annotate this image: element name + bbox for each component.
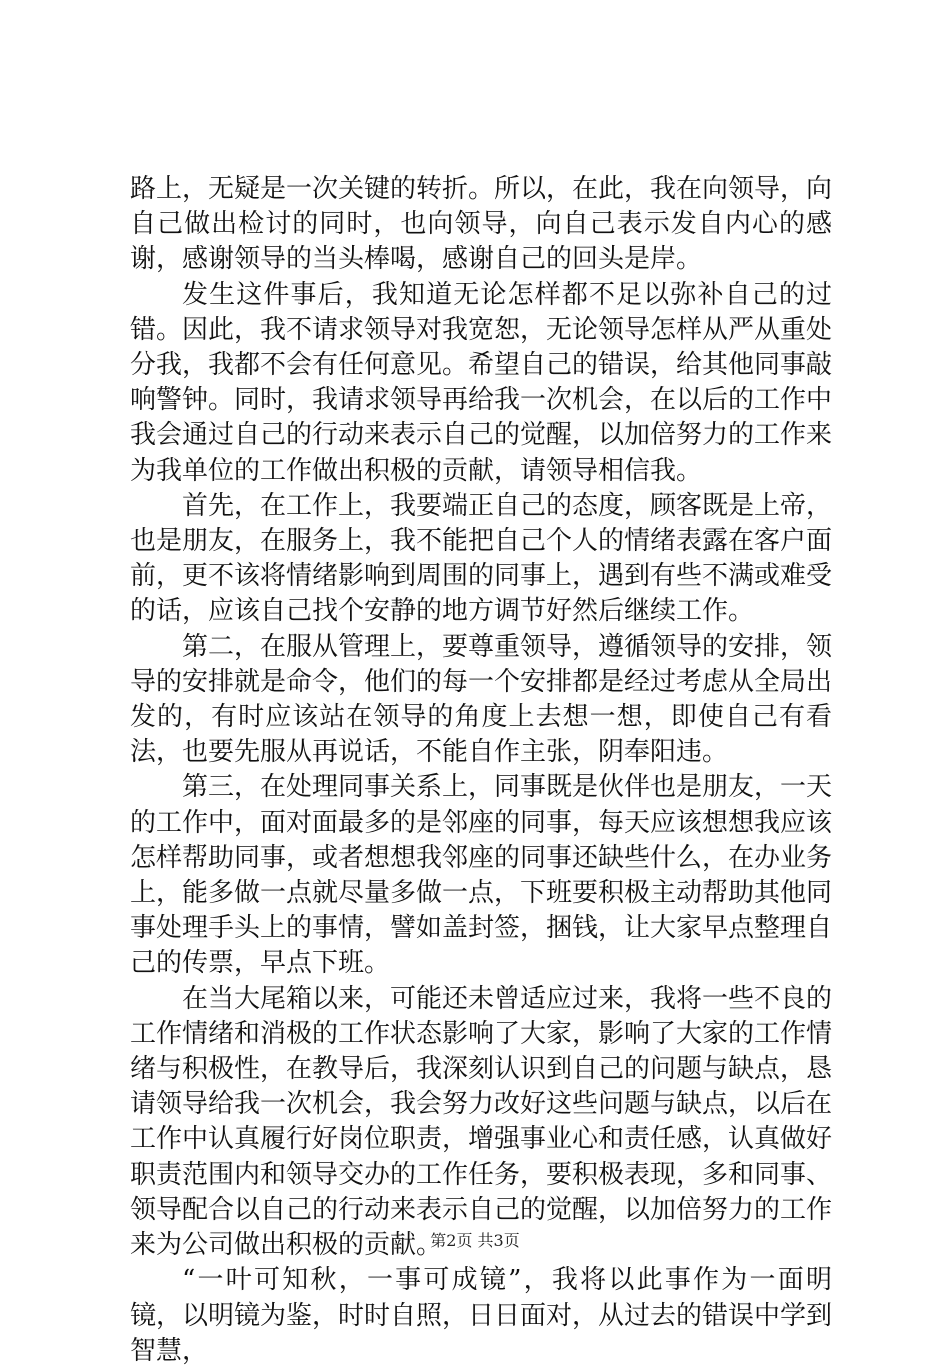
page-number-footer: 第2页 共3页	[430, 1231, 520, 1250]
paragraph-4: 第二，在服从管理上，要尊重领导，遵循领导的安排，领导的安排就是命令，他们的每一个安排都是经过考虑从全局出发的，有时应该站在领导的角度上去想一想，即使自己有看法，也要先服从再说话，不能自作主张，阴奉阳违。	[130, 631, 833, 768]
paragraph-1: 路上，无疑是一次关键的转折。所以，在此，我在向领导，向自己做出检讨的同时，也向领导，向自己表示发自内心的感谢，感谢领导的当头棒喝，感谢自己的回头是岸。	[130, 174, 833, 275]
paragraph-7: “一叶可知秋，一事可成镜”，我将以此事作为一面明镜，以明镜为鉴，时时自照，日日面对，从过去的错误中学到智慧，	[130, 1265, 833, 1366]
paragraph-5: 第三，在处理同事关系上，同事既是伙伴也是朋友，一天的工作中，面对面最多的是邻座的同事，每天应该想想我应该怎样帮助同事，或者想想我邻座的同事还缺些什么，在办业务上，能多做一点就尽量多做一点，下班要积极主动帮助其他同事处理手头上的事情，譬如盖封签，捆钱，让大家早点整理自己的传票，早点下班。	[130, 772, 833, 979]
paragraph-3: 首先，在工作上，我要端正自己的态度，顾客既是上帝，也是朋友，在服务上，我不能把自己个人的情绪表露在客户面前，更不该将情绪影响到周围的同事上，遇到有些不满或难受的话，应该自己找个安静的地方调节好然后继续工作。	[130, 490, 833, 627]
document-body	[130, 172, 832, 1369]
paragraph-6: 在当大尾箱以来，可能还未曾适应过来，我将一些不良的工作情绪和消极的工作状态影响了大家，影响了大家的工作情绪与积极性，在教导后，我深刻认识到自己的问题与缺点，恳请领导给我一次机会，我会努力改好这些问题与缺点，以后在工作中认真履行好岗位职责，增强事业心和责任感，认真做好职责范围内和领导交办的工作任务，要积极表现，多和同事、领导配合以自己的行动来表示自己的觉醒，以加倍努力的工作来为公司做出积极的贡献。	[130, 983, 833, 1261]
paragraph-2: 发生这件事后，我知道无论怎样都不足以弥补自己的过错。因此，我不请求领导对我宽恕，无论领导怎样从严从重处分我，我都不会有任何意见。希望自己的错误，给其他同事敲响警钟。同时，我请求领导再给我一次机会，在以后的工作中我会通过自己的行动来表示自己的觉醒，以加倍努力的工作来为我单位的工作做出积极的贡献，请领导相信我。	[130, 279, 833, 486]
